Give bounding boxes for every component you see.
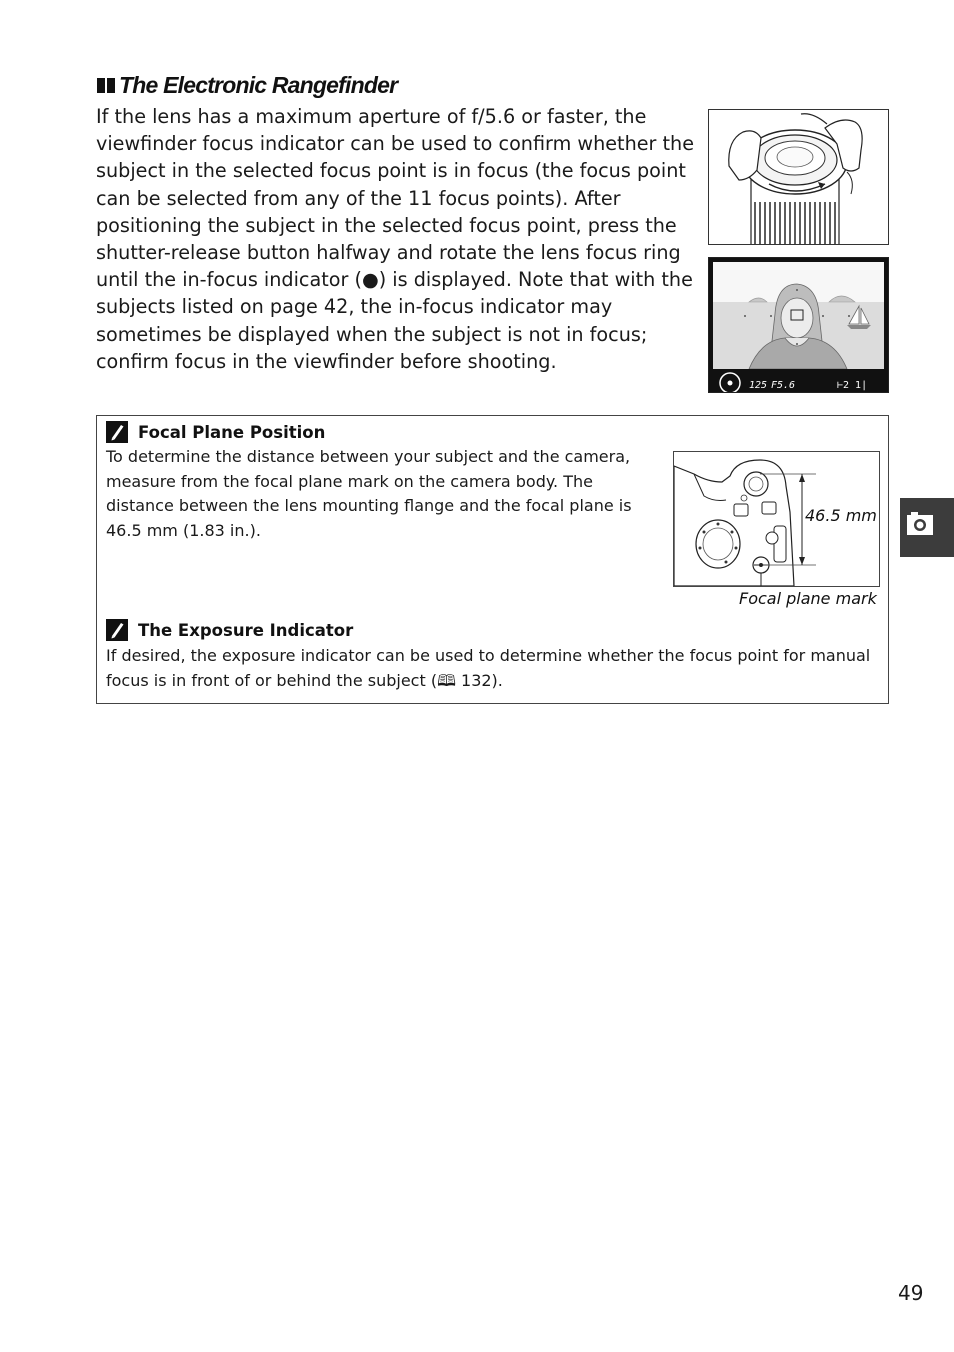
focal-plane-note-title — [106, 421, 325, 443]
focal-plane-title-text: Focal Plane Position — [138, 422, 326, 442]
exposure-title-text: The Exposure Indicator — [138, 620, 354, 640]
section-marker-icon — [97, 78, 115, 93]
dimension-label: 46.5 mm — [805, 506, 877, 525]
camera-focal-plane-illustration — [673, 451, 880, 587]
viewfinder-scene-icon — [709, 258, 888, 392]
exposure-note-text: If desired, the exposure indicator can be used to determine whether the focus point for manual focus is in front of or behind the subject (🕮 132). — [106, 646, 871, 690]
viewfinder-aperture-readout: F5.6 — [771, 380, 796, 391]
section-title: The Electronic Rangefinder — [119, 71, 398, 98]
section-heading — [97, 70, 397, 100]
focal-plane-note-text: To determine the distance between your subject and the camera, measure from the focal plane mark on the camera body. The distance between the lens mounting flange and the focal plane is 46.5 mm (1.83 in.). — [106, 447, 632, 540]
focal-plane-caption: Focal plane mark — [739, 589, 877, 608]
exposure-note-title — [106, 619, 353, 641]
viewfinder-illustration — [708, 257, 889, 393]
rangefinder-paragraph: If the lens has a maximum aperture of f/5.6 or faster, the viewfinder focus indicator can be used to confirm whether the subject in the selected focus point is in focus (the focus point can be selected from any of the 11 focus points). After positioning the subject in the selected focus point, press the shutter-release button halfway and rotate the lens focus ring until the in-focus indicator (●) is displayed. Note that with the subjects listed on page 42, the in-focus indicator may sometimes be displayed when the subject is not in focus; confirm focus in the viewfinder before shooting. — [96, 105, 695, 373]
lens-focus-ring-illustration — [708, 109, 889, 245]
page-number: 49 — [898, 1281, 924, 1305]
viewfinder-exposure-readout: ⊢2 1| — [837, 380, 868, 391]
note-pencil-icon — [106, 619, 128, 641]
note-pencil-icon — [106, 421, 128, 443]
chapter-tab — [900, 498, 954, 557]
camera-icon — [900, 498, 954, 557]
lens-hands-icon — [709, 110, 888, 244]
viewfinder-shutter-readout: 125 — [749, 380, 768, 391]
